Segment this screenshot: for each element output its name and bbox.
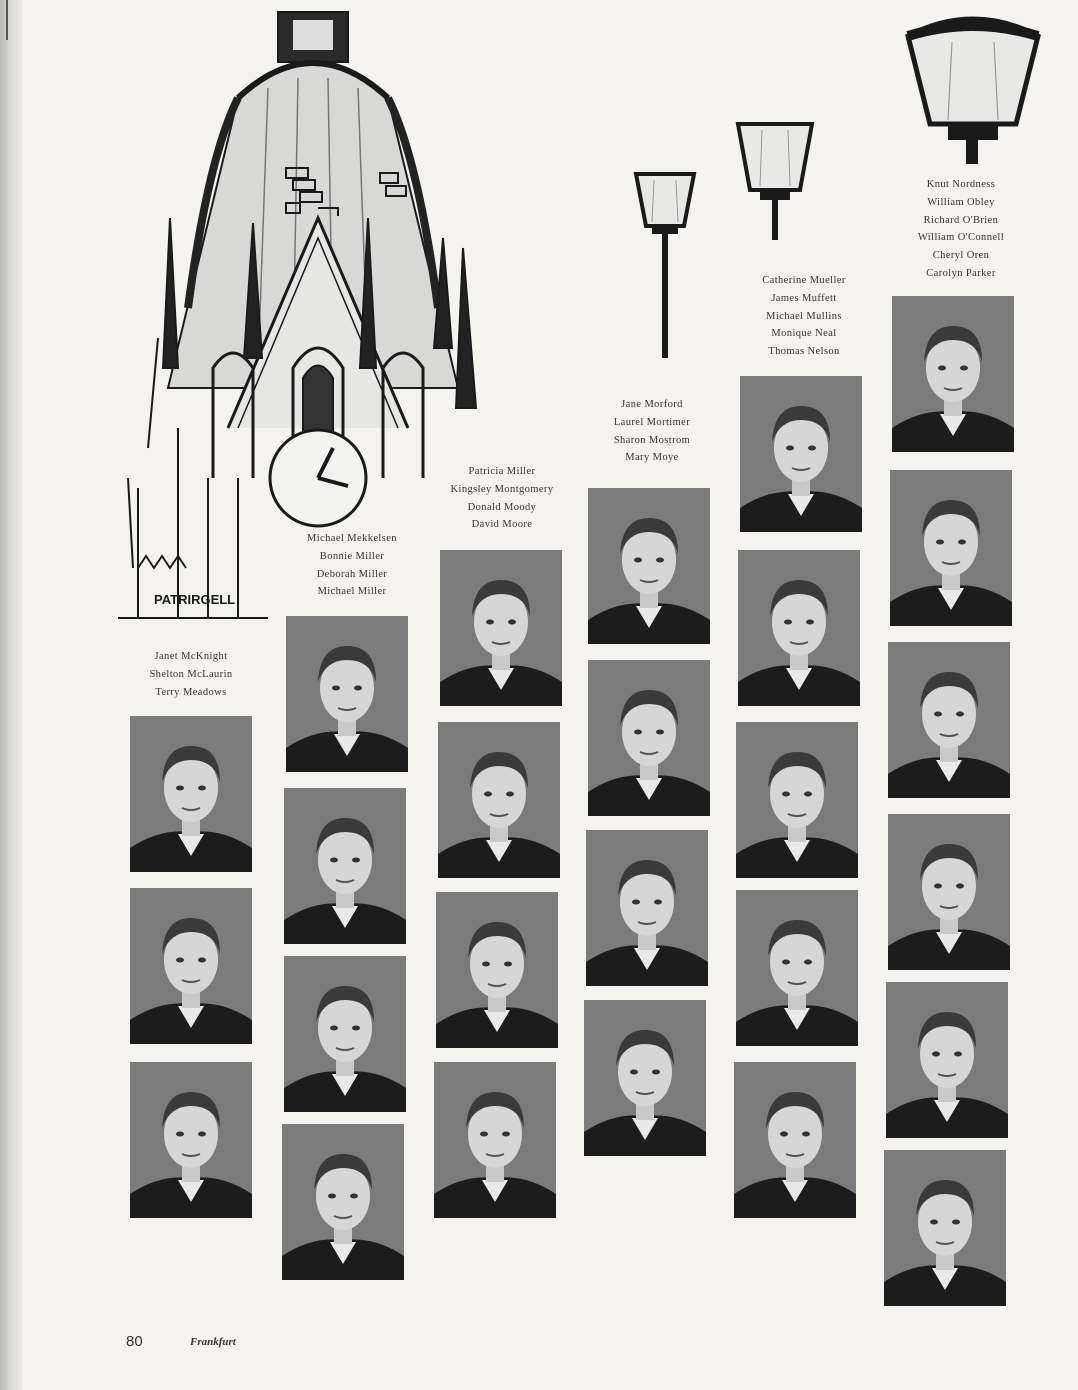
student-portrait xyxy=(738,550,860,706)
student-portrait xyxy=(588,488,710,644)
name-list-column-6 xyxy=(896,176,1026,283)
student-name: James Muffett xyxy=(771,292,837,304)
student-portrait xyxy=(736,722,858,878)
student-portrait xyxy=(286,616,408,772)
student-name: David Moore xyxy=(471,519,533,531)
student-portrait xyxy=(886,982,1008,1138)
student-name: Shelton McLaurin xyxy=(149,668,233,680)
student-name: Mary Moye xyxy=(625,452,679,464)
student-name: Cheryl Oren xyxy=(932,250,990,262)
student-name: Sharon Mostrom xyxy=(613,434,691,446)
lantern-icon xyxy=(632,166,698,362)
lantern-icon xyxy=(734,118,816,242)
student-name: Kingsley Montgomery xyxy=(450,483,554,495)
student-name: Terry Meadows xyxy=(155,686,227,698)
student-name: Laurel Mortimer xyxy=(613,416,691,428)
student-name: Michael Miller xyxy=(317,586,387,598)
student-portrait xyxy=(584,1000,706,1156)
page-binding-edge xyxy=(0,0,22,1390)
student-portrait xyxy=(888,642,1010,798)
student-name: Bonnie Miller xyxy=(319,550,385,562)
name-list-column-5 xyxy=(738,272,870,361)
student-name: Richard O'Brien xyxy=(923,214,999,226)
student-portrait xyxy=(130,716,252,872)
student-portrait xyxy=(740,376,862,532)
student-portrait xyxy=(892,296,1014,452)
student-name: Michael Mullins xyxy=(766,310,842,322)
student-portrait xyxy=(282,1124,404,1280)
student-name: Thomas Nelson xyxy=(768,346,840,358)
student-name: Monique Neal xyxy=(771,328,837,340)
student-name: Knut Nordness xyxy=(926,179,996,190)
student-portrait xyxy=(888,814,1010,970)
student-name: William O'Connell xyxy=(917,232,1005,244)
student-portrait xyxy=(284,788,406,944)
student-portrait xyxy=(434,1062,556,1218)
name-list-column-3 xyxy=(432,463,572,534)
student-portrait xyxy=(436,892,558,1048)
student-name: Michael Mekkelsen xyxy=(307,533,397,544)
student-name: Deborah Miller xyxy=(316,568,388,580)
artist-signature: PATRIRGELL xyxy=(154,592,236,607)
section-title: Frankfurt xyxy=(190,1336,236,1348)
name-list-column-4 xyxy=(584,396,720,467)
student-portrait xyxy=(884,1150,1006,1306)
student-portrait xyxy=(440,550,562,706)
student-name: William Obley xyxy=(927,196,995,208)
student-name: Carolyn Parker xyxy=(926,267,996,279)
student-portrait xyxy=(438,722,560,878)
student-portrait xyxy=(890,470,1012,626)
binding-mark xyxy=(6,0,8,40)
student-portrait xyxy=(284,956,406,1112)
name-list-column-2 xyxy=(282,530,422,601)
name-list-column-1 xyxy=(130,648,252,701)
student-portrait xyxy=(734,1062,856,1218)
student-name: Donald Moody xyxy=(467,501,537,513)
student-portrait xyxy=(586,830,708,986)
student-portrait xyxy=(130,1062,252,1218)
student-portrait xyxy=(588,660,710,816)
page-number: 80 xyxy=(126,1333,143,1350)
student-name: Patricia Miller xyxy=(468,466,536,477)
student-name: Catherine Mueller xyxy=(762,275,846,286)
student-name: Jane Morford xyxy=(621,399,683,410)
student-name: Janet McKnight xyxy=(154,651,228,662)
lantern-icon xyxy=(904,12,1042,168)
student-portrait xyxy=(130,888,252,1044)
student-portrait xyxy=(736,890,858,1046)
